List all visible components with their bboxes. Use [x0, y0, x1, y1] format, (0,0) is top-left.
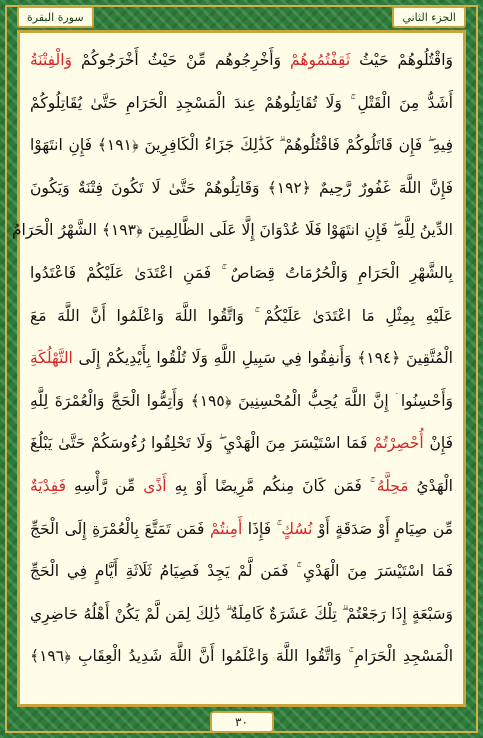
verse-text: وَأَحْسِنُوا ۛ إِنَّ اللَّهَ يُحِبُّ الْمُحْسِنِينَ ﴿١٩٥﴾ وَأَتِمُّوا الْحَجَّ وَالْعُمْرَةَ لِلَّهِ: [30, 391, 454, 410]
tajweed-highlight: فَفِدْيَةٌ: [30, 476, 67, 495]
verse-text: مِّن صِيَامٍ أَوْ صَدَقَةٍ أَوْ: [312, 519, 453, 538]
verse-text: وَأَخْرِجُوهُم مِّنْ حَيْثُ أَخْرَجُوكُمْ: [72, 51, 290, 69]
verse-text: الدِّينُ لِلَّهِ ۖ فَإِنِ انتَهَوْا فَلَا عُدْوَانَ إِلَّا عَلَى الظَّالِمِينَ ﴿١٩٣﴾ الشَّهْرُ الْحَرَامُ: [11, 221, 453, 240]
verse-line: [30, 550, 453, 593]
verse-text: مِّن رَّأْسِهِ: [66, 476, 144, 495]
verse-line: [30, 167, 453, 210]
verse-line: [30, 39, 453, 82]
tajweed-highlight: التَّهْلُكَةِ: [30, 349, 73, 368]
verse-text: فَمَن تَمَتَّعَ بِالْعُمْرَةِ إِلَى الْحَجِّ: [30, 519, 210, 538]
verse-text: فِيهِ ۖ فَإِن قَاتَلُوكُمْ فَاقْتُلُوهُمْ ۗ كَذَٰلِكَ جَزَاءُ الْكَافِرِينَ ﴿١٩١﴾ فَإِنِ انتَهَوْا: [30, 136, 453, 155]
quran-text: [11, 39, 454, 678]
verse-text: عَلَيْهِ بِمِثْلِ مَا اعْتَدَىٰ عَلَيْكُمْ ۚ وَاتَّقُوا اللَّهَ وَاعْلَمُوا أَنَّ اللَّهَ مَعَ: [30, 306, 453, 325]
page-header: [17, 6, 466, 28]
tajweed-highlight: أُحْصِرْتُمْ: [373, 434, 424, 453]
juz-label: الجزء الثاني: [392, 6, 466, 28]
page-footer: [0, 710, 483, 734]
page-number: ٣٠: [210, 711, 274, 733]
verse-text: ۚ فَمَن كَانَ مِنكُم مَّرِيضًا أَوْ بِهِ: [166, 476, 377, 495]
tajweed-highlight: أَذًى: [143, 476, 167, 495]
verse-text: بِالشَّهْرِ الْحَرَامِ وَالْحُرُمَاتُ قِصَاصٌ ۚ فَمَنِ اعْتَدَىٰ عَلَيْكُمْ فَاعْتَدُوا: [30, 263, 453, 282]
verse-line: [30, 337, 453, 380]
verse-text: فَمَا اسْتَيْسَرَ مِنَ الْهَدْيِ ۚ فَمَن لَّمْ يَجِدْ فَصِيَامُ ثَلَاثَةِ أَيَّامٍ فِي الْحَجِّ: [30, 562, 453, 581]
verse-line: [30, 593, 453, 636]
verse-line: [30, 124, 453, 167]
tajweed-highlight: وَالْفِتْنَةُ: [30, 51, 73, 69]
verse-line: [30, 380, 453, 423]
verse-text: فَمَا اسْتَيْسَرَ مِنَ الْهَدْيِ ۖ وَلَا تَحْلِقُوا رُءُوسَكُمْ حَتَّىٰ يَبْلُغَ: [30, 434, 374, 453]
tajweed-highlight: نُسُكٍ: [281, 519, 313, 538]
verse-text: وَسَبْعَةٍ إِذَا رَجَعْتُمْ ۗ تِلْكَ عَشَرَةٌ كَامِلَةٌ ۗ ذَٰلِكَ لِمَن لَّمْ يَكُنْ أَهْلُهُ حَاضِرِي: [30, 604, 453, 623]
verse-line: [30, 465, 453, 508]
verse-text: ۚ فَإِذَا: [242, 519, 282, 538]
tajweed-highlight: مَحِلَّهُ: [376, 476, 409, 495]
verse-text: أَشَدُّ مِنَ الْقَتْلِ ۚ وَلَا تُقَاتِلُوهُمْ عِندَ الْمَسْجِدِ الْحَرَامِ حَتَّىٰ يُقَاتِلُوكُمْ: [30, 93, 453, 112]
tajweed-highlight: أَمِنتُمْ: [209, 519, 243, 538]
tajweed-highlight: ثَقِفْتُمُوهُمْ: [290, 51, 351, 69]
verse-line: [30, 252, 453, 295]
verse-text: الْهَدْيُ: [408, 476, 453, 495]
verse-text: فَإِنَّ اللَّهَ غَفُورٌ رَّحِيمٌ ﴿١٩٢﴾ وَقَاتِلُوهُمْ حَتَّىٰ لَا تَكُونَ فِتْنَةٌ وَيَكُونَ: [30, 178, 453, 197]
text-panel: [11, 30, 466, 707]
surah-name-label: سورة البقرة: [17, 6, 94, 28]
verse-line: [30, 295, 453, 338]
verse-text: الْمَسْجِدِ الْحَرَامِ ۚ وَاتَّقُوا اللَّهَ وَاعْلَمُوا أَنَّ اللَّهَ شَدِيدُ الْعِقَابِ ﴿١٩٦﴾: [30, 647, 453, 666]
verse-text: الْمُتَّقِينَ ﴿١٩٤﴾ وَأَنفِقُوا فِي سَبِيلِ اللَّهِ وَلَا تُلْقُوا بِأَيْدِيكُمْ إِلَى: [72, 349, 453, 368]
verse-line: [30, 422, 453, 465]
verse-line: [30, 635, 453, 678]
verse-line: [30, 508, 453, 551]
verse-text: وَاقْتُلُوهُمْ حَيْثُ: [350, 51, 453, 69]
verse-text: فَإِنْ: [423, 434, 453, 453]
verse-line: [11, 209, 453, 252]
verse-line: [30, 82, 453, 125]
